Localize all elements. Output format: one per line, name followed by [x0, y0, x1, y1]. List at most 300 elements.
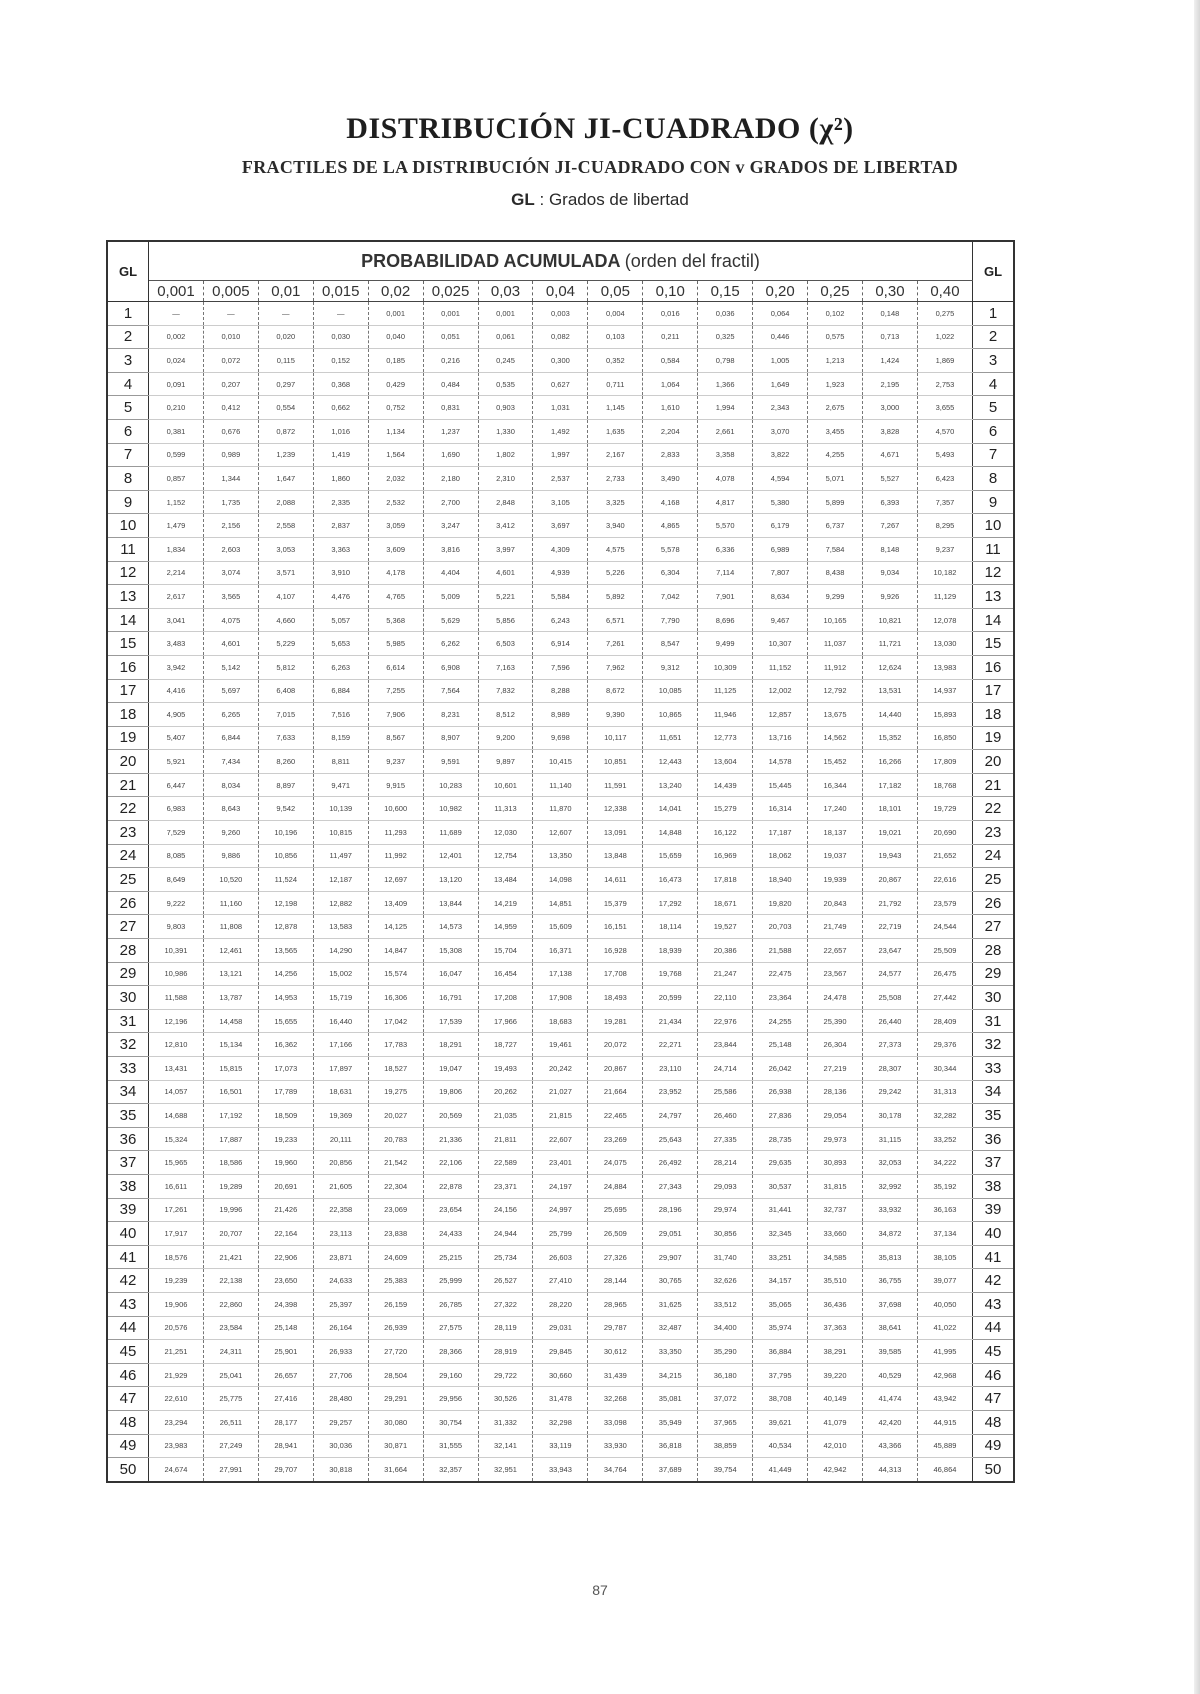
value-cell: 36,163 — [917, 1198, 972, 1222]
gl-cell-right: 29 — [973, 962, 1015, 986]
value-cell: 31,555 — [423, 1434, 478, 1458]
value-cell: 3,455 — [808, 419, 863, 443]
value-cell: 0,103 — [588, 325, 643, 349]
chi-square-table — [106, 240, 1015, 1483]
table-row — [107, 844, 1014, 868]
value-cell: 11,870 — [533, 797, 588, 821]
value-cell: 5,229 — [258, 632, 313, 656]
value-cell: 23,650 — [258, 1269, 313, 1293]
gl-cell-right: 49 — [973, 1434, 1015, 1458]
value-cell: 2,617 — [149, 585, 204, 609]
value-cell: 26,938 — [753, 1080, 808, 1104]
value-cell: 4,168 — [643, 490, 698, 514]
value-cell: 21,421 — [203, 1245, 258, 1269]
value-cell: 27,343 — [643, 1174, 698, 1198]
probability-column-header: 0,30 — [862, 281, 917, 302]
value-cell: 34,215 — [643, 1363, 698, 1387]
value-cell: 18,586 — [203, 1151, 258, 1175]
value-cell: 17,261 — [149, 1198, 204, 1222]
value-cell: 10,520 — [203, 868, 258, 892]
value-cell: 26,527 — [478, 1269, 533, 1293]
gl-cell-right: 34 — [973, 1080, 1015, 1104]
value-cell: 18,062 — [753, 844, 808, 868]
gl-cell-right: 25 — [973, 868, 1015, 892]
value-cell: 12,443 — [643, 750, 698, 774]
value-cell: 13,583 — [313, 915, 368, 939]
gl-cell-right: 18 — [973, 703, 1015, 727]
value-cell: 37,072 — [698, 1387, 753, 1411]
value-cell: 16,306 — [368, 986, 423, 1010]
value-cell: 2,837 — [313, 514, 368, 538]
gl-cell-left: 6 — [107, 419, 149, 443]
value-cell: 0,352 — [588, 349, 643, 373]
value-cell: 9,222 — [149, 891, 204, 915]
value-cell: 29,845 — [533, 1340, 588, 1364]
value-cell: 26,657 — [258, 1363, 313, 1387]
value-cell: 0,001 — [423, 302, 478, 326]
table-row — [107, 821, 1014, 845]
value-cell: 26,304 — [808, 1033, 863, 1057]
value-cell: 8,148 — [862, 537, 917, 561]
value-cell: 19,289 — [203, 1174, 258, 1198]
value-cell: 2,214 — [149, 561, 204, 585]
table-row — [107, 1033, 1014, 1057]
value-cell: 26,164 — [313, 1316, 368, 1340]
value-cell: 10,085 — [643, 679, 698, 703]
value-cell: 28,196 — [643, 1198, 698, 1222]
value-cell: 21,426 — [258, 1198, 313, 1222]
value-cell: 10,982 — [423, 797, 478, 821]
gl-cell-right: 3 — [973, 349, 1015, 373]
value-cell: 29,291 — [368, 1387, 423, 1411]
value-cell: 16,611 — [149, 1174, 204, 1198]
value-cell: 8,811 — [313, 750, 368, 774]
gl-cell-right: 8 — [973, 467, 1015, 491]
value-cell: 0,003 — [533, 302, 588, 326]
value-cell: 4,404 — [423, 561, 478, 585]
value-cell: 1,802 — [478, 443, 533, 467]
value-cell: 30,526 — [478, 1387, 533, 1411]
value-cell: 24,714 — [698, 1057, 753, 1081]
value-cell: 16,928 — [588, 939, 643, 963]
value-cell: 16,314 — [753, 797, 808, 821]
value-cell: 4,865 — [643, 514, 698, 538]
page-title: DISTRIBUCIÓN JI-CUADRADO (χ²) — [346, 112, 854, 145]
value-cell: 4,660 — [258, 608, 313, 632]
value-cell: 15,719 — [313, 986, 368, 1010]
value-cell: 12,754 — [478, 844, 533, 868]
value-cell: 37,698 — [862, 1292, 917, 1316]
value-cell: 13,030 — [917, 632, 972, 656]
value-cell: 25,397 — [313, 1292, 368, 1316]
table-row — [107, 1222, 1014, 1246]
value-cell: 13,531 — [862, 679, 917, 703]
gl-cell-left: 25 — [107, 868, 149, 892]
probability-header-subtitle: (orden del fractil) — [624, 250, 760, 271]
value-cell: 8,567 — [368, 726, 423, 750]
value-cell: 18,940 — [753, 868, 808, 892]
value-cell: 0,051 — [423, 325, 478, 349]
value-cell: 39,077 — [917, 1269, 972, 1293]
value-cell: 13,121 — [203, 962, 258, 986]
value-cell: 1,145 — [588, 396, 643, 420]
table-row — [107, 1458, 1014, 1482]
value-cell: 14,290 — [313, 939, 368, 963]
value-cell: 25,041 — [203, 1363, 258, 1387]
value-cell: 9,312 — [643, 655, 698, 679]
value-cell: 15,352 — [862, 726, 917, 750]
value-cell: 11,651 — [643, 726, 698, 750]
value-cell: 30,344 — [917, 1057, 972, 1081]
value-cell: 1,213 — [808, 349, 863, 373]
value-cell: 35,974 — [753, 1316, 808, 1340]
value-cell: 14,440 — [862, 703, 917, 727]
value-cell: 4,671 — [862, 443, 917, 467]
value-cell: 6,393 — [862, 490, 917, 514]
value-cell: 1,860 — [313, 467, 368, 491]
value-cell: 0,072 — [203, 349, 258, 373]
value-cell: — — [203, 302, 258, 326]
probability-column-header: 0,025 — [423, 281, 478, 302]
gl-cell-right: 28 — [973, 939, 1015, 963]
value-cell: 5,578 — [643, 537, 698, 561]
value-cell: 26,939 — [368, 1316, 423, 1340]
value-cell: 3,105 — [533, 490, 588, 514]
value-cell: 28,504 — [368, 1363, 423, 1387]
value-cell: 9,390 — [588, 703, 643, 727]
value-cell: 15,965 — [149, 1151, 204, 1175]
value-cell: 14,611 — [588, 868, 643, 892]
value-cell: 45,889 — [917, 1434, 972, 1458]
gl-cell-right: 45 — [973, 1340, 1015, 1364]
value-cell: 11,721 — [862, 632, 917, 656]
value-cell: 0,989 — [203, 443, 258, 467]
value-cell: 11,524 — [258, 868, 313, 892]
value-cell: 24,997 — [533, 1198, 588, 1222]
value-cell: 17,182 — [862, 773, 917, 797]
gl-cell-right: 9 — [973, 490, 1015, 514]
value-cell: 12,810 — [149, 1033, 204, 1057]
value-cell: 17,187 — [753, 821, 808, 845]
value-cell: 44,915 — [917, 1410, 972, 1434]
value-cell: 0,207 — [203, 372, 258, 396]
value-cell: 24,944 — [478, 1222, 533, 1246]
value-cell: 13,716 — [753, 726, 808, 750]
value-cell: 16,047 — [423, 962, 478, 986]
value-cell: 11,808 — [203, 915, 258, 939]
value-cell: 3,000 — [862, 396, 917, 420]
gl-cell-left: 42 — [107, 1269, 149, 1293]
value-cell: 2,195 — [862, 372, 917, 396]
value-cell: 2,833 — [643, 443, 698, 467]
value-cell: 20,111 — [313, 1127, 368, 1151]
value-cell: 0,429 — [368, 372, 423, 396]
value-cell: 2,335 — [313, 490, 368, 514]
value-cell: 5,899 — [808, 490, 863, 514]
value-cell: 0,010 — [203, 325, 258, 349]
value-cell: 14,458 — [203, 1009, 258, 1033]
value-cell: 8,231 — [423, 703, 478, 727]
probability-column-header: 0,15 — [698, 281, 753, 302]
table-row — [107, 1245, 1014, 1269]
value-cell: 12,792 — [808, 679, 863, 703]
value-cell: 26,603 — [533, 1245, 588, 1269]
value-cell: 20,242 — [533, 1057, 588, 1081]
value-cell: 37,134 — [917, 1222, 972, 1246]
gl-legend — [0, 190, 1200, 210]
value-cell: 14,578 — [753, 750, 808, 774]
value-cell: 33,251 — [753, 1245, 808, 1269]
value-cell: 1,610 — [643, 396, 698, 420]
value-cell: 5,584 — [533, 585, 588, 609]
gl-cell-right: 43 — [973, 1292, 1015, 1316]
value-cell: 18,727 — [478, 1033, 533, 1057]
value-cell: 7,114 — [698, 561, 753, 585]
table-row — [107, 608, 1014, 632]
value-cell: 0,020 — [258, 325, 313, 349]
value-cell: 4,601 — [203, 632, 258, 656]
gl-cell-right: 33 — [973, 1057, 1015, 1081]
value-cell: 15,655 — [258, 1009, 313, 1033]
value-cell: 7,434 — [203, 750, 258, 774]
value-cell: 7,906 — [368, 703, 423, 727]
value-cell: 21,749 — [808, 915, 863, 939]
value-cell: 7,015 — [258, 703, 313, 727]
value-cell: 21,929 — [149, 1363, 204, 1387]
value-cell: 20,576 — [149, 1316, 204, 1340]
value-cell: 10,307 — [753, 632, 808, 656]
value-cell: 12,196 — [149, 1009, 204, 1033]
value-cell: 6,503 — [478, 632, 533, 656]
value-cell: 10,165 — [808, 608, 863, 632]
value-cell: 30,893 — [808, 1151, 863, 1175]
value-cell: 7,516 — [313, 703, 368, 727]
value-cell: 33,932 — [862, 1198, 917, 1222]
value-cell: 11,037 — [808, 632, 863, 656]
value-cell: 0,040 — [368, 325, 423, 349]
value-cell: 35,290 — [698, 1340, 753, 1364]
value-cell: 19,943 — [862, 844, 917, 868]
value-cell: 22,465 — [588, 1104, 643, 1128]
value-cell: 13,091 — [588, 821, 643, 845]
value-cell: 34,157 — [753, 1269, 808, 1293]
gl-cell-left: 13 — [107, 585, 149, 609]
value-cell: 29,974 — [698, 1198, 753, 1222]
gl-cell-left: 41 — [107, 1245, 149, 1269]
value-cell: 6,983 — [149, 797, 204, 821]
probability-column-header: 0,40 — [917, 281, 972, 302]
value-cell: 23,654 — [423, 1198, 478, 1222]
value-cell: 6,908 — [423, 655, 478, 679]
value-cell: 6,336 — [698, 537, 753, 561]
value-cell: 39,621 — [753, 1410, 808, 1434]
value-cell: 0,325 — [698, 325, 753, 349]
value-cell: 0,030 — [313, 325, 368, 349]
value-cell: 16,362 — [258, 1033, 313, 1057]
value-cell: 38,859 — [698, 1434, 753, 1458]
value-cell: 41,995 — [917, 1340, 972, 1364]
value-cell: 15,815 — [203, 1057, 258, 1081]
value-cell: 13,787 — [203, 986, 258, 1010]
value-cell: 20,707 — [203, 1222, 258, 1246]
gl-cell-right: 15 — [973, 632, 1015, 656]
value-cell: 43,942 — [917, 1387, 972, 1411]
gl-cell-left: 34 — [107, 1080, 149, 1104]
value-cell: 33,943 — [533, 1458, 588, 1482]
gl-cell-right: 4 — [973, 372, 1015, 396]
value-cell: 12,078 — [917, 608, 972, 632]
value-cell: 23,364 — [753, 986, 808, 1010]
gl-cell-right: 11 — [973, 537, 1015, 561]
value-cell: 0,368 — [313, 372, 368, 396]
value-cell: 6,447 — [149, 773, 204, 797]
value-cell: 11,129 — [917, 585, 972, 609]
gl-cell-left: 4 — [107, 372, 149, 396]
value-cell: 18,101 — [862, 797, 917, 821]
value-cell: 28,307 — [862, 1057, 917, 1081]
value-cell: 9,200 — [478, 726, 533, 750]
value-cell: 7,962 — [588, 655, 643, 679]
value-cell: 17,192 — [203, 1104, 258, 1128]
value-cell: 1,237 — [423, 419, 478, 443]
table-row — [107, 325, 1014, 349]
table-row — [107, 1363, 1014, 1387]
value-cell: 9,034 — [862, 561, 917, 585]
table-row — [107, 443, 1014, 467]
gl-cell-right: 37 — [973, 1151, 1015, 1175]
value-cell: 23,567 — [808, 962, 863, 986]
value-cell: 30,871 — [368, 1434, 423, 1458]
value-cell: 9,915 — [368, 773, 423, 797]
value-cell: 32,992 — [862, 1174, 917, 1198]
value-cell: 10,865 — [643, 703, 698, 727]
value-cell: 5,057 — [313, 608, 368, 632]
value-cell: 26,492 — [643, 1151, 698, 1175]
gl-cell-left: 16 — [107, 655, 149, 679]
value-cell: 11,152 — [753, 655, 808, 679]
value-cell: 16,850 — [917, 726, 972, 750]
value-cell: 3,655 — [917, 396, 972, 420]
value-cell: 29,707 — [258, 1458, 313, 1482]
value-cell: 30,765 — [643, 1269, 698, 1293]
value-cell: 2,675 — [808, 396, 863, 420]
value-cell: 17,887 — [203, 1127, 258, 1151]
gl-cell-right: 39 — [973, 1198, 1015, 1222]
value-cell: 33,930 — [588, 1434, 643, 1458]
value-cell: 22,860 — [203, 1292, 258, 1316]
value-cell: 21,336 — [423, 1127, 478, 1151]
value-cell: 24,609 — [368, 1245, 423, 1269]
value-cell: 0,064 — [753, 302, 808, 326]
gl-cell-right: 1 — [973, 302, 1015, 326]
value-cell: 22,878 — [423, 1174, 478, 1198]
table-row — [107, 891, 1014, 915]
value-cell: 0,024 — [149, 349, 204, 373]
value-cell: 5,368 — [368, 608, 423, 632]
value-cell: 10,415 — [533, 750, 588, 774]
gl-cell-right: 47 — [973, 1387, 1015, 1411]
value-cell: 22,358 — [313, 1198, 368, 1222]
value-cell: 20,072 — [588, 1033, 643, 1057]
value-cell: 26,042 — [753, 1057, 808, 1081]
gl-header-right: GL — [973, 241, 1015, 302]
value-cell: 28,941 — [258, 1434, 313, 1458]
value-cell: 4,765 — [368, 585, 423, 609]
value-cell: 5,071 — [808, 467, 863, 491]
gl-cell-left: 9 — [107, 490, 149, 514]
table-row — [107, 396, 1014, 420]
value-cell: 13,431 — [149, 1057, 204, 1081]
value-cell: 10,856 — [258, 844, 313, 868]
value-cell: 23,294 — [149, 1410, 204, 1434]
value-cell: 2,537 — [533, 467, 588, 491]
gl-cell-right: 41 — [973, 1245, 1015, 1269]
value-cell: 26,440 — [862, 1009, 917, 1033]
value-cell: 29,160 — [423, 1363, 478, 1387]
gl-cell-right: 20 — [973, 750, 1015, 774]
table-row — [107, 1009, 1014, 1033]
value-cell: 2,088 — [258, 490, 313, 514]
value-cell: 26,509 — [588, 1222, 643, 1246]
gl-cell-left: 23 — [107, 821, 149, 845]
value-cell: 21,027 — [533, 1080, 588, 1104]
value-cell: 40,050 — [917, 1292, 972, 1316]
probability-column-header: 0,20 — [753, 281, 808, 302]
value-cell: 16,454 — [478, 962, 533, 986]
value-cell: 3,910 — [313, 561, 368, 585]
gl-cell-right: 6 — [973, 419, 1015, 443]
gl-cell-right: 24 — [973, 844, 1015, 868]
value-cell: 9,803 — [149, 915, 204, 939]
value-cell: 28,119 — [478, 1316, 533, 1340]
value-cell: 8,260 — [258, 750, 313, 774]
value-cell: 0,662 — [313, 396, 368, 420]
value-cell: 20,703 — [753, 915, 808, 939]
value-cell: 14,098 — [533, 868, 588, 892]
value-cell: 1,031 — [533, 396, 588, 420]
value-cell: 22,657 — [808, 939, 863, 963]
value-cell: 20,867 — [588, 1057, 643, 1081]
gl-cell-right: 44 — [973, 1316, 1015, 1340]
gl-cell-right: 36 — [973, 1127, 1015, 1151]
value-cell: 10,391 — [149, 939, 204, 963]
value-cell: 8,295 — [917, 514, 972, 538]
value-cell: 5,892 — [588, 585, 643, 609]
value-cell: 25,383 — [368, 1269, 423, 1293]
value-cell: 20,027 — [368, 1104, 423, 1128]
gl-cell-left: 43 — [107, 1292, 149, 1316]
value-cell: 34,400 — [698, 1316, 753, 1340]
value-cell: 5,856 — [478, 608, 533, 632]
gl-cell-left: 36 — [107, 1127, 149, 1151]
value-cell: 24,577 — [862, 962, 917, 986]
value-cell: 5,221 — [478, 585, 533, 609]
value-cell: 29,907 — [643, 1245, 698, 1269]
value-cell: 12,624 — [862, 655, 917, 679]
probability-column-header: 0,10 — [643, 281, 698, 302]
table-row — [107, 1151, 1014, 1175]
gl-cell-right: 19 — [973, 726, 1015, 750]
value-cell: 30,612 — [588, 1340, 643, 1364]
value-cell: 39,754 — [698, 1458, 753, 1482]
value-cell: 14,057 — [149, 1080, 204, 1104]
value-cell: 7,596 — [533, 655, 588, 679]
value-cell: 21,247 — [698, 962, 753, 986]
value-cell: 3,490 — [643, 467, 698, 491]
value-cell: 27,836 — [753, 1104, 808, 1128]
value-cell: 33,252 — [917, 1127, 972, 1151]
value-cell: 31,332 — [478, 1410, 533, 1434]
